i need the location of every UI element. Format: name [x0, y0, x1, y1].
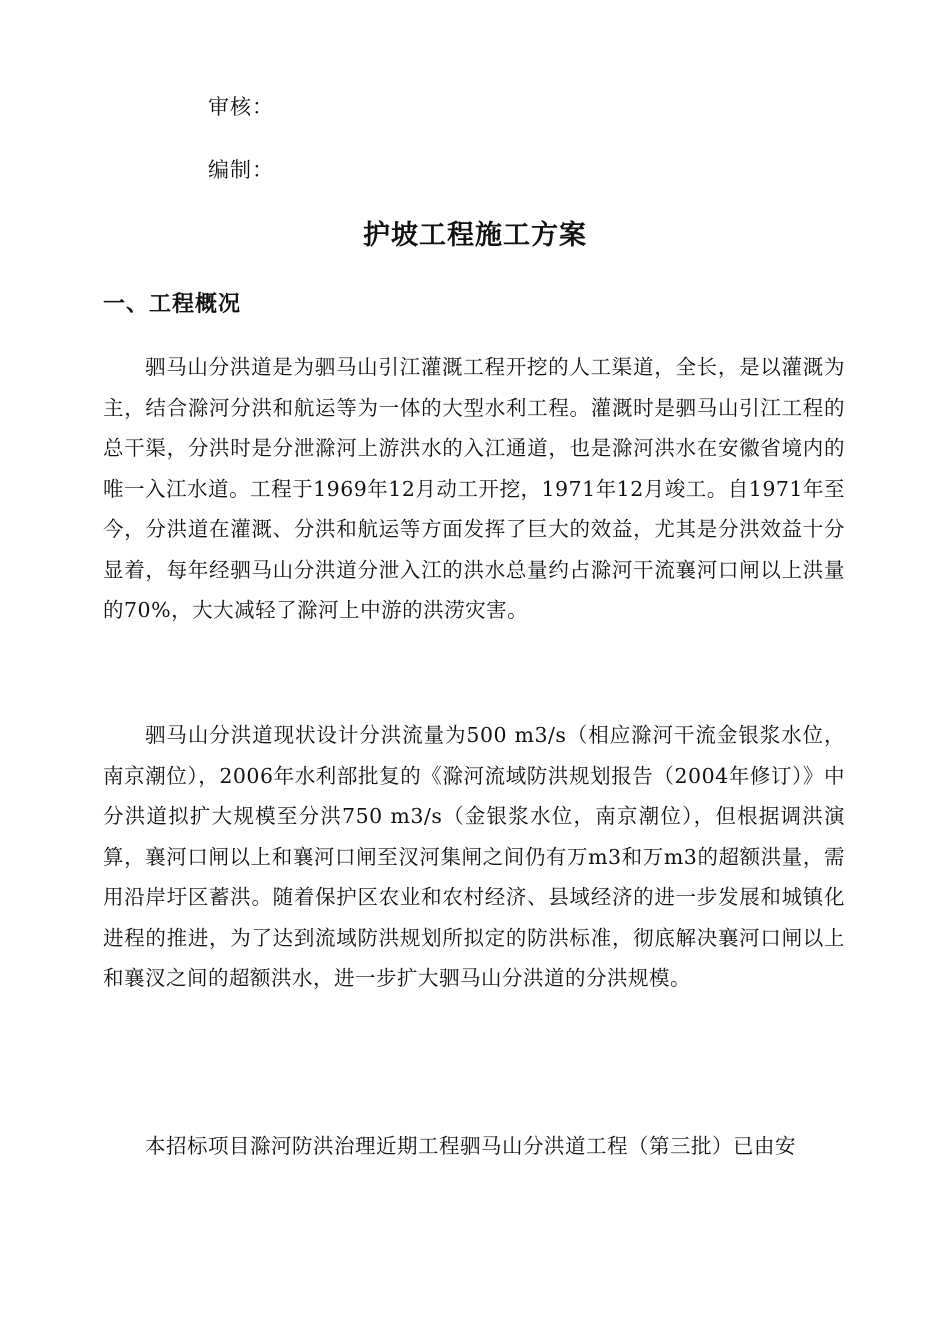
editor-label: 编制：: [208, 158, 274, 182]
paragraph-overview-3: 本招标项目滁河防洪治理近期工程驷马山分洪道工程（第三批）已由安: [145, 1134, 796, 1158]
section-heading-overview: 一、工程概况: [103, 292, 242, 317]
reviewer-label: 审核：: [208, 95, 274, 119]
paragraph-overview-2: 驷马山分洪道现状设计分洪流量为500 m3/s（相应滁河干流金银浆水位，南京潮位），2006年水利部批复的《滁河流域防洪规划报告（2004年修订）》中分洪道拟扩大规模至分洪750 m3/s（金银浆水位，南京潮位），但根据调洪演算，襄河口闸以上和襄河口闸至汊河集闸之间仍有万m3和万m3的超额洪量，需用沿岸圩区蓄洪。随着保护区农业和农村经济、县域经济的进一步发展和城镇化进程的推进，为了达到流域防洪规划所拟定的防洪标准，彻底解决襄河口闸以上和襄汊之间的超额洪水，进一步扩大驷马山分洪道的分洪规模。: [103, 723, 845, 990]
document-title: 护坡工程施工方案: [363, 220, 587, 251]
paragraph-overview-1: 驷马山分洪道是为驷马山引江灌溉工程开挖的人工渠道，全长，是以灌溉为主，结合滁河分洪和航运等为一体的大型水利工程。灌溉时是驷马山引江工程的总干渠，分洪时是分泄滁河上游洪水的入江通道，也是滁河洪水在安徽省境内的唯一入江水道。工程于1969年12月动工开挖，1971年12月竣工。自1971年至今，分洪道在灌溉、分洪和航运等方面发挥了巨大的效益，尤其是分洪效益十分显着，每年经驷马山分洪道分泄入江的洪水总量约占滁河干流襄河口闸以上洪量的70%，大大减轻了滁河上中游的洪涝灾害。: [103, 355, 845, 622]
